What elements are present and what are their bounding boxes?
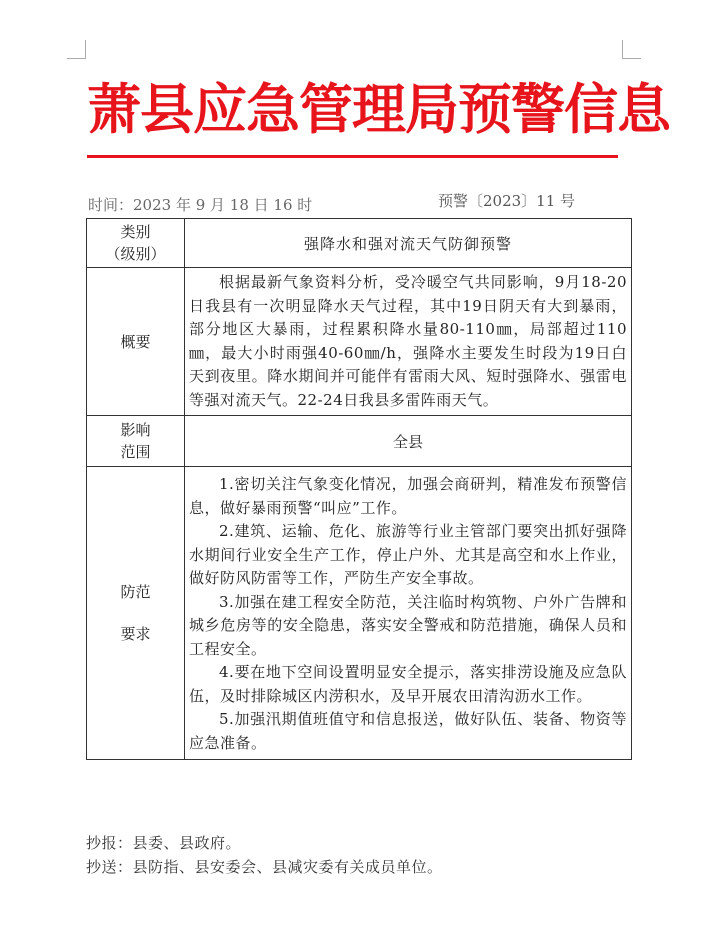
requirement-item: 3.加强在建工程安全防范，关注临时构筑物、户外广告牌和城乡危房等的安全隐患，落实安全警戒和防范措施，确保人员和工程安全。 [189, 592, 627, 658]
scope-value: 全县 [185, 416, 632, 467]
summary-label: 概要 [87, 268, 185, 416]
label-spacer [88, 603, 183, 623]
document-title: 萧县应急管理局预警信息 [87, 78, 670, 141]
scope-label [87, 416, 185, 467]
requirements-label-line2: 要求 [120, 625, 151, 643]
document-number: 预警〔2023〕11 号 [438, 192, 576, 210]
crop-mark-right [622, 40, 641, 59]
summary-row [87, 268, 632, 416]
requirements-label-line1: 防范 [120, 583, 151, 601]
summary-text: 根据最新气象资料分析，受冷暖空气共同影响，9月18-20日我县有一次明显降水天气过程，其中19日阴天有大到暴雨，部分地区大暴雨，过程累积降水量80-110㎜，局部超过110㎜，最大小时雨强40-60㎜/h，强降水主要发生时段为19日白天到夜里。降水期间并可能伴有雷雨大风、短时强降水、强雷电等强对流天气。22-24日我县多雷阵雨天气。 [185, 268, 632, 416]
scope-label-line2: 范围 [120, 443, 151, 461]
requirements-row [87, 467, 632, 760]
requirement-item: 1.密切关注气象变化情况，加强会商研判，精准发布预警信息，做好暴雨预警“叫应”工作。 [189, 475, 627, 517]
scope-label-line1: 影响 [120, 421, 151, 439]
type-label-line1: 类别 [120, 223, 151, 241]
report-to-line: 抄报：县委、县政府。 [86, 834, 242, 852]
type-label [87, 219, 185, 268]
requirement-item: 5.加强汛期值班值守和信息报送，做好队伍、装备、物资等应急准备。 [189, 710, 627, 752]
scope-row [87, 416, 632, 467]
type-row [87, 219, 632, 268]
issue-time: 时间：2023 年 9 月 18 日 16 时 [88, 196, 313, 214]
crop-mark-left [67, 40, 86, 59]
warning-table [86, 218, 632, 760]
requirements-label [87, 467, 185, 760]
requirement-item: 4.要在地下空间设置明显安全提示，落实排涝设施及应急队伍，及时排除城区内涝积水，及早开展农田清沟沥水工作。 [189, 663, 627, 705]
requirements-list [185, 467, 632, 760]
copy-to-line: 抄送：县防指、县安委会、县减灾委有关成员单位。 [86, 858, 443, 876]
title-red-rule [87, 155, 618, 158]
type-value: 强降水和强对流天气防御预警 [185, 219, 632, 268]
requirement-item: 2.建筑、运输、危化、旅游等行业主管部门要突出抓好强降水期间行业安全生产工作，停止户外、尤其是高空和水上作业，做好防风防雷等工作，严防生产安全事故。 [189, 522, 627, 587]
type-label-line2: （级别） [105, 245, 166, 263]
